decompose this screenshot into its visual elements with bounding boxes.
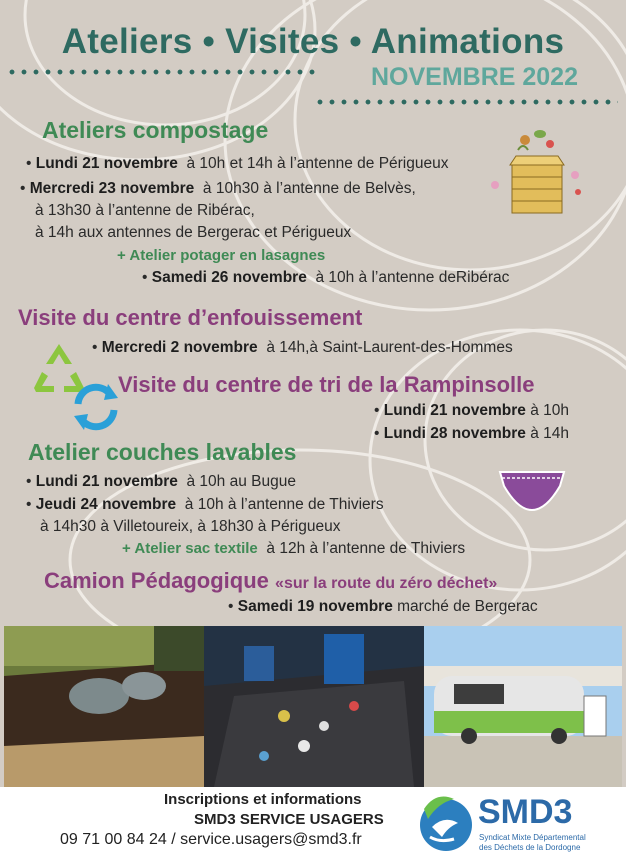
footer-contact[interactable]: 09 71 00 84 24 / service.usagers@smd3.fr [60,831,362,848]
tri-heading: Visite du centre de tri de la Rampinsolle [118,372,535,397]
compost-line-2: • Mercredi 23 novembre à 10h30 à l’antenne de Belvès, [20,180,416,197]
compost-line-1: • Lundi 21 novembre à 10h et 14h à l’antenne de Périgueux [26,155,449,172]
sorting-arrows-icon [66,378,126,436]
smd3-logo-icon [414,793,476,855]
couches-line-2: • Jeudi 24 novembre à 10h à l’antenne de Thiviers [26,496,384,513]
dotted-rule-left [6,69,318,75]
smd3-logo-subtitle-1: Syndicat Mixte Départemental [479,833,586,842]
compost-extra-label: + Atelier potager en lasagnes [117,247,326,264]
cloth-diaper-icon [496,466,568,514]
compost-heading: Ateliers compostage [42,117,269,143]
compost-line-4: à 14h aux antennes de Bergerac et Périgueux [35,224,352,241]
smd3-logo-text: SMD3 [478,793,573,831]
footer-service-name: SMD3 SERVICE USAGERS [194,811,384,828]
page-title: Ateliers • Visites • Animations [61,22,565,61]
compost-bin-icon [480,120,590,220]
tri-line-1: • Lundi 21 novembre à 10h [374,402,569,419]
compost-extra-line: • Samedi 26 novembre à 10h à l’antenne deRibérac [142,269,510,286]
couches-heading: Atelier couches lavables [28,439,297,465]
couches-extra-line: + Atelier sac textile à 12h à l’antenne de Thiviers [122,540,466,557]
footer-info-heading: Inscriptions et informations [164,791,362,808]
photo-sorting-center [204,626,424,787]
couches-line-1: • Lundi 21 novembre à 10h au Bugue [26,473,296,490]
dotted-rule-right [314,99,618,105]
compost-line-3: à 13h30 à l’antenne de Ribérac, [35,202,255,219]
camion-line: • Samedi 19 novembre marché de Bergerac [228,598,538,615]
smd3-logo-subtitle-2: des Déchets de la Dordogne [479,843,581,852]
enfouissement-heading: Visite du centre d’enfouissement [18,305,363,330]
couches-line-3: à 14h30 à Villetoureix, à 18h30 à Périgueux [40,518,341,535]
enfouissement-line: • Mercredi 2 novembre à 14h,à Saint-Laurent-des-Hommes [92,339,513,356]
photo-compost-gardening [4,626,204,787]
photo-educational-truck [424,626,622,787]
footer [0,787,626,863]
tri-line-2: • Lundi 28 novembre à 14h [374,425,569,442]
camion-heading: Camion Pédagogique «sur la route du zéro déchet» [44,568,498,593]
page-subtitle: NOVEMBRE 2022 [370,63,578,91]
